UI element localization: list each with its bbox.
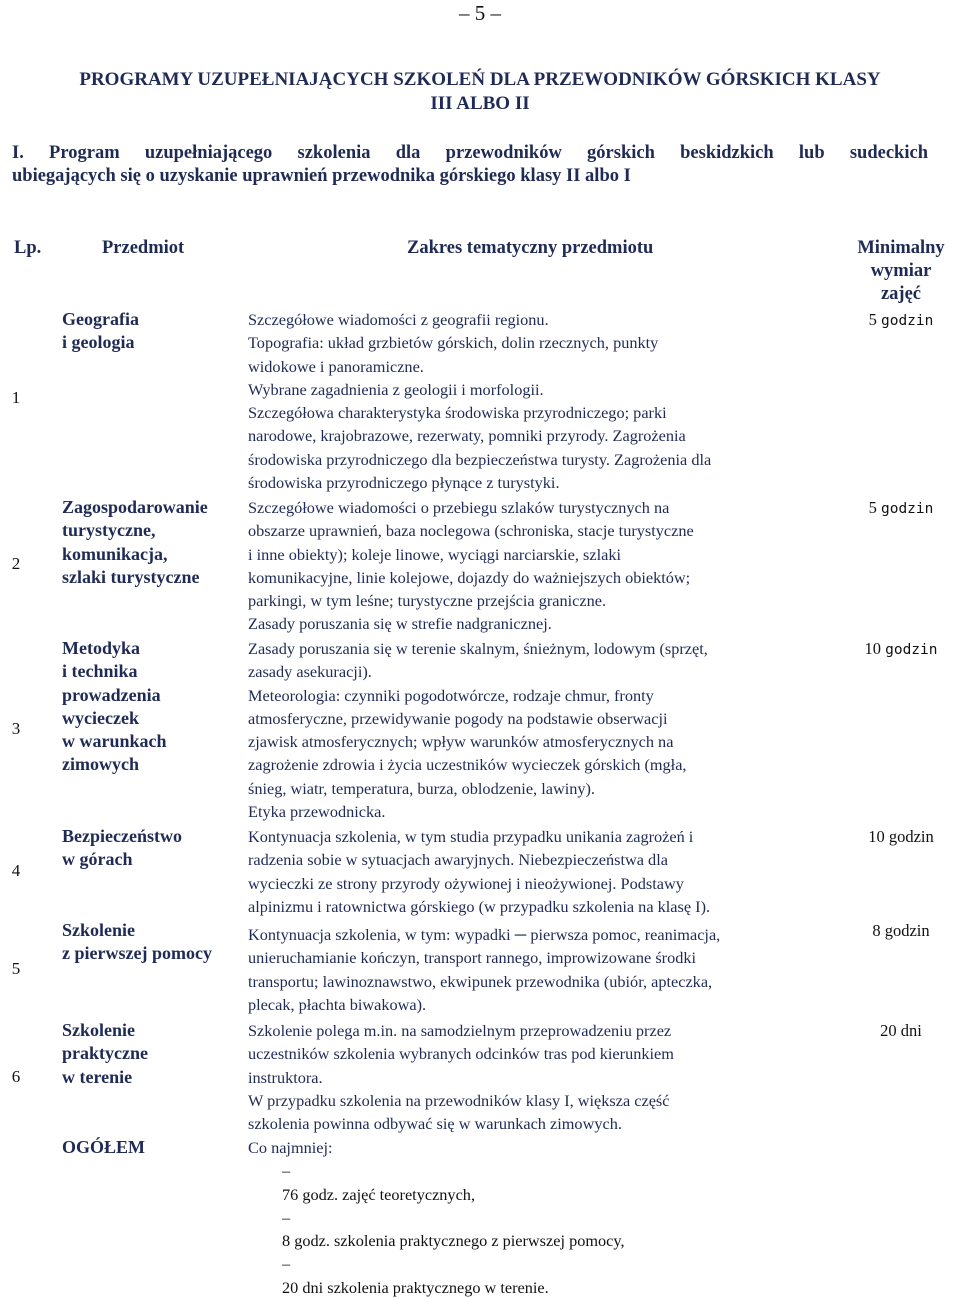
title-line: PROGRAMY UZUPEŁNIAJĄCYCH SZKOLEŃ DLA PRZEWODNIKÓW GÓRSKICH KLASY (79, 69, 881, 90)
program-heading (12, 142, 928, 188)
row-number: 2 (11, 554, 21, 573)
minimum-unit: godzin (884, 921, 930, 940)
total-item (248, 1159, 830, 1206)
scope-line: Kontynuacja szkolenia, w tym: wypadki ─ pierwsza pomoc, reanimacja, (248, 925, 721, 944)
header-scope: Zakres tematyczny przedmiotu (407, 238, 654, 258)
minimum-value: 5 (868, 310, 877, 329)
row-number: 6 (11, 1067, 21, 1086)
row-subject (62, 825, 240, 872)
scope-line: Zasady poruszania się w terenie skalnym, śnieżnym, lodowym (sprzęt, (248, 639, 708, 658)
total-item (248, 1252, 830, 1299)
subject-line: zimowych (62, 754, 139, 775)
minimum-unit: godzin (888, 827, 934, 846)
row-minimum (845, 825, 957, 848)
dash-marker: – (282, 1254, 291, 1274)
row-subject (62, 308, 240, 355)
scope-line: Etyka przewodnicka. (248, 802, 386, 822)
row-subject (62, 1019, 240, 1089)
total-item (248, 1206, 830, 1253)
subject-line: w warunkach (62, 731, 167, 752)
row-number: 1 (11, 388, 21, 407)
header-minimum-line: wymiar (870, 261, 932, 281)
row-minimum (845, 637, 957, 662)
total-scope (248, 1136, 830, 1299)
scope-line: środowiska przyrodniczego dla bezpieczeństwa turysty. Zagrożenia dla (248, 449, 712, 469)
row-minimum (845, 919, 957, 942)
scope-line: plecak, płachta biwakowa). (248, 994, 427, 1014)
scope-line: Szkolenie polega m.in. na samodzielnym przeprowadzeniu przez (248, 1021, 672, 1040)
row-scope (248, 496, 830, 636)
subject-line: szlaki turystyczne (62, 566, 200, 587)
minimum-value: 5 (868, 498, 877, 517)
subject-line: Szkolenie (62, 1020, 136, 1040)
subject-line: Zagospodarowanie (62, 497, 208, 517)
header-lp: Lp. (14, 238, 42, 258)
scope-line: Topografia: układ grzbietów górskich, dolin rzecznych, punkty (248, 333, 659, 353)
total-item-text: 8 godz. szkolenia praktycznego z pierwszej pomocy, (282, 1231, 625, 1251)
minimum-unit: dni (900, 1021, 922, 1040)
header-minimum-line: zajęć (880, 284, 922, 304)
subject-line: wycieczek (62, 707, 139, 728)
scope-line: zasady asekuracji). (248, 662, 372, 682)
row-number: 5 (11, 959, 21, 978)
subject-line: Geografia (62, 309, 139, 329)
dash-marker: – (282, 1207, 291, 1227)
scope-line: uczestników szkolenia wybranych odcinków tras pod kierunkiem (248, 1044, 674, 1064)
subject-line: prowadzenia (62, 684, 161, 705)
scope-line: komunikacyjne, linie kolejowe, dojazdy do ważniejszych obiektów; (248, 567, 691, 587)
scope-line: Szczegółowe wiadomości o przebiegu szlaków turystycznych na (248, 498, 670, 517)
row-minimum (845, 1019, 957, 1042)
subject-line: z pierwszej pomocy (62, 943, 212, 964)
scope-line: Zasady poruszania się w strefie nadgranicznej. (248, 614, 552, 634)
row-minimum (845, 496, 957, 521)
subject-line: w górach (62, 849, 133, 870)
subject-line: Metodyka (62, 638, 140, 658)
program-heading-line: ubiegających się o uzyskanie uprawnień przewodnika górskiego klasy II albo I (12, 166, 631, 186)
total-item-text: 20 dni szkolenia praktycznego w terenie. (282, 1277, 549, 1297)
program-heading-line: I. Program uzupełniającego szkolenia dla przewodników górskich beskidzkich lub sudeckich (12, 143, 928, 163)
row-subject (62, 496, 240, 589)
scope-line: Meteorologia: czynniki pogodotwórcze, rodzaje chmur, fronty (248, 685, 654, 705)
header-subject: Przedmiot (102, 238, 185, 258)
total-item-text: 76 godz. zajęć teoretycznych, (282, 1184, 476, 1204)
subject-line: turystyczne, (62, 520, 156, 541)
row-subject (62, 637, 240, 777)
row-scope (248, 825, 830, 918)
title-line: III ALBO II (430, 93, 530, 114)
scope-line: Kontynuacja szkolenia, w tym studia przypadku unikania zagrożeń i (248, 827, 694, 846)
total-label: OGÓŁEM (62, 1137, 146, 1157)
row-scope (248, 637, 830, 823)
document-title (20, 68, 940, 116)
minimum-unit: godzin (880, 313, 934, 329)
subject-line: Bezpieczeństwo (62, 826, 182, 846)
scope-line: i inne obiekty); koleje linowe, wyciągi narciarskie, szlaki (248, 544, 621, 564)
dash-marker: – (282, 1161, 291, 1181)
row-number: 4 (11, 861, 21, 880)
total-intro: Co najmniej: (248, 1138, 333, 1157)
scope-line: obszarze uprawnień, baza noclegowa (schroniska, stacje turystyczne (248, 521, 694, 541)
scope-line: Szczegółowe wiadomości z geografii regionu. (248, 310, 549, 329)
subject-line: komunikacja, (62, 543, 168, 564)
subject-line: praktyczne (62, 1043, 148, 1064)
minimum-value: 10 (864, 639, 881, 658)
scope-line: śnieg, wiatr, temperatura, burza, oblodzenie, lawiny). (248, 778, 596, 798)
subject-line: i geologia (62, 332, 135, 353)
scope-line: transportu; lawinoznawstwo, ekwipunek przewodnika (ubiór, apteczka, (248, 971, 713, 991)
scope-line: widokowe i panoramiczne. (248, 356, 424, 376)
row-minimum (845, 308, 957, 333)
row-number: 3 (11, 719, 21, 738)
scope-line: narodowe, krajobrazowe, rezerwaty, pomniki przyrody. Zagrożenia (248, 426, 686, 446)
minimum-value: 8 (872, 921, 881, 940)
scope-line: parkingi, w tym leśne; turystyczne przejścia graniczne. (248, 591, 607, 611)
header-minimum-line: Minimalny (857, 238, 945, 258)
minimum-unit: godzin (885, 642, 938, 658)
subject-line: i technika (62, 661, 138, 682)
row-scope (248, 923, 830, 1016)
scope-line: W przypadku szkolenia na przewodników klasy I, większa część (248, 1090, 670, 1110)
scope-line: radzenia sobie w sytuacjach awaryjnych. Niebezpieczeństwa dla (248, 850, 668, 870)
scope-line: zjawisk atmosferycznych; wpływ warunków atmosferycznych na (248, 732, 674, 752)
scope-line: instruktora. (248, 1067, 323, 1087)
row-scope (248, 1019, 830, 1135)
header-minimum (848, 237, 954, 306)
minimum-unit: godzin (880, 501, 934, 517)
scope-line: atmosferyczne, przewidywanie pogody na podstawie obserwacji (248, 708, 668, 728)
scope-line: alpinizmu i ratownictwa górskiego (w przypadku szkolenia na klasę I). (248, 896, 711, 916)
page-number: – 5 – (459, 1, 501, 25)
scope-line: zagrożenie zdrowia i życia uczestników wycieczek górskich (mgła, (248, 755, 687, 775)
scope-line: środowiska przyrodniczego płynące z turystyki. (248, 473, 560, 493)
minimum-value: 10 (868, 827, 885, 846)
row-subject (62, 919, 240, 966)
subject-line: w terenie (62, 1066, 133, 1087)
scope-line: szkolenia powinna odbywać się w warunkach zimowych. (248, 1114, 622, 1134)
row-scope (248, 308, 830, 494)
scope-line: Wybrane zagadnienia z geologii i morfologii. (248, 379, 544, 399)
scope-line: wycieczki ze strony przyrody ożywionej i nieożywionej. Podstawy (248, 873, 684, 893)
scope-line: unieruchamianie kończyn, transport rannego, improwizowane środki (248, 948, 697, 968)
minimum-value: 20 (880, 1021, 897, 1040)
scope-line: Szczegółowa charakterystyka środowiska przyrodniczego; parki (248, 403, 667, 423)
subject-line: Szkolenie (62, 920, 136, 940)
